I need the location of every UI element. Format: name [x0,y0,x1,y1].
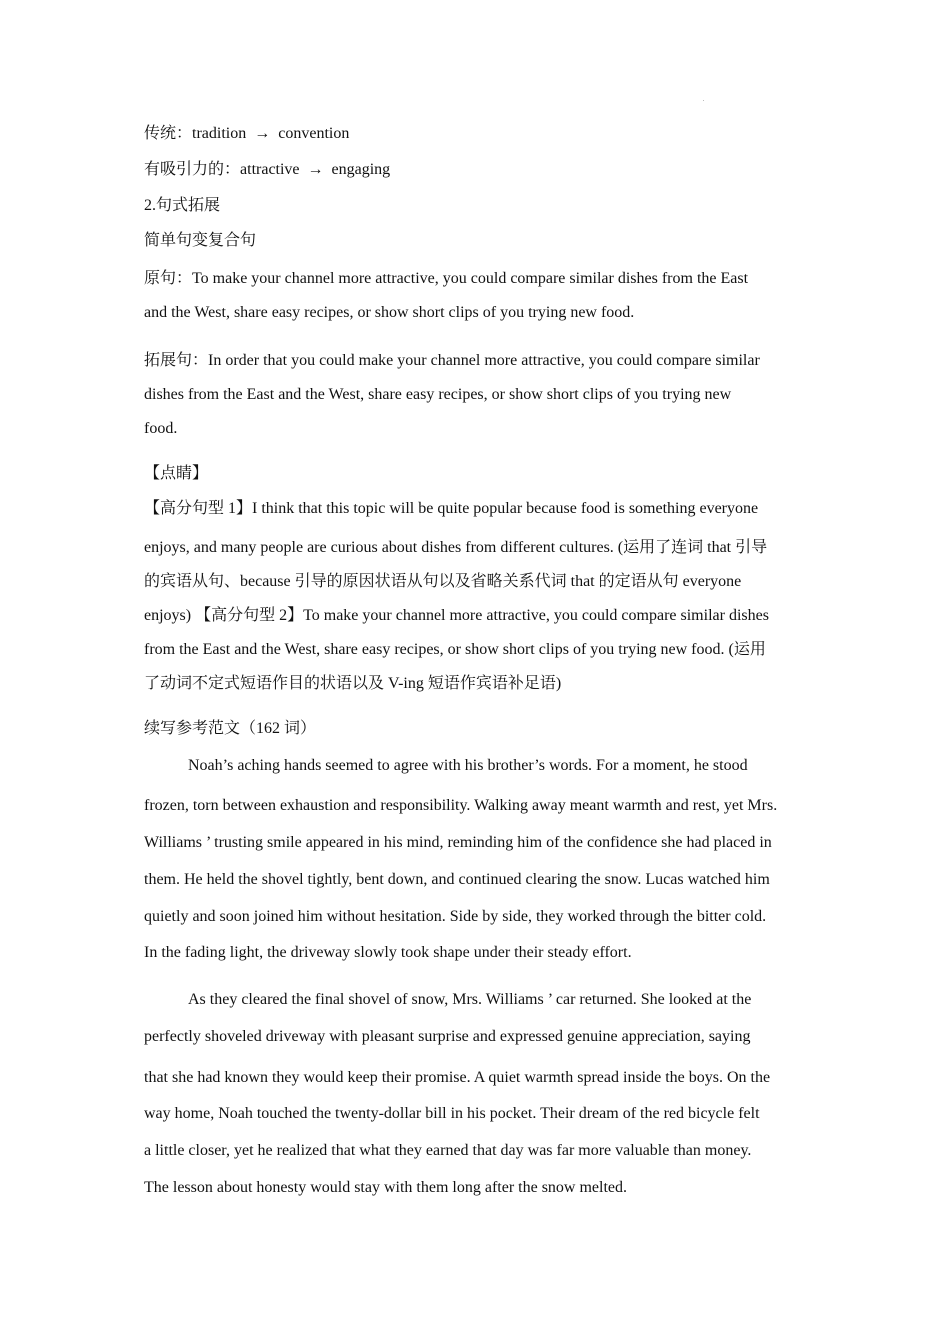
section-heading: 2.句式拓展 [144,197,221,214]
essay-para1-line: In the fading light, the driveway slowly took shape under their steady effort. [144,944,632,961]
essay-para1-line: Williams ’ trusting smile appeared in his mind, reminding him of the confidence she had placed in [144,834,772,851]
expanded-sentence-line: food. [144,420,178,437]
essay-para2-line: that she had known they would keep their promise. A quiet warmth spread inside the boys. On the [144,1069,771,1086]
essay-para1-line: them. He held the shovel tightly, bent down, and continued clearing the snow. Lucas watched him [144,871,770,888]
section-subheading: 简单句变复合句 [144,232,257,249]
essay-para2-line: way home, Noah touched the twenty-dollar bill in his pocket. Their dream of the red bicycle felt [144,1105,760,1122]
essay-para1-line: Noah’s aching hands seemed to agree with his brother’s words. For a moment, he stood [188,757,748,774]
arrow-icon: → [254,125,271,142]
vocab-row-attractive [144,160,390,180]
highlight-line: enjoys) 【高分句型 2】To make your channel more attractive, you could compare similar dishes [144,607,769,624]
expanded-sentence-line: dishes from the East and the West, share easy recipes, or show short clips of you trying new [144,386,732,403]
highlight-heading: 【点睛】 [144,465,209,482]
essay-para2-line: perfectly shoveled driveway with pleasant surprise and expressed genuine appreciation, saying [144,1028,751,1045]
expanded-sentence-line: 拓展句：In order that you could make your channel more attractive, you could compare similar [144,352,760,369]
essay-para1-line: frozen, torn between exhaustion and responsibility. Walking away meant warmth and rest, yet Mrs. [144,797,778,814]
highlight-line: 了动词不定式短语作目的状语以及 V-ing 短语作宾语补足语) [144,675,562,692]
vocab-label: 有吸引力的： [144,161,241,178]
vocab-from: tradition [192,125,247,142]
essay-heading: 续写参考范文（162 词） [144,720,317,737]
essay-para1-line: quietly and soon joined him without hesitation. Side by side, they worked through the bitter cold. [144,908,767,925]
highlight-line: enjoys, and many people are curious about dishes from different cultures. (运用了连词 that 引导 [144,539,768,556]
essay-para2-line: The lesson about honesty would stay with them long after the snow melted. [144,1179,628,1196]
vocab-to: convention [278,125,350,142]
vocab-from: attractive [240,161,300,178]
original-sentence-line: and the West, share easy recipes, or show short clips of you trying new food. [144,304,635,321]
vocab-label: 传统： [144,125,193,142]
page-speck [703,100,704,101]
vocab-row-tradition [144,124,349,144]
highlight-line: from the East and the West, share easy recipes, or show short clips of you trying new food. (运用 [144,641,766,658]
essay-para2-line: As they cleared the final shovel of snow, Mrs. Williams ’ car returned. She looked at the [188,991,752,1008]
highlight-line: 的宾语从句、because 引导的原因状语从句以及省略关系代词 that 的定语从句 everyone [144,573,742,590]
vocab-to: engaging [331,161,391,178]
original-sentence-line: 原句：To make your channel more attractive, you could compare similar dishes from the East [144,270,749,287]
arrow-icon: → [307,161,324,178]
essay-para2-line: a little closer, yet he realized that what they earned that day was far more valuable than money. [144,1142,752,1159]
highlight-line: 【高分句型 1】I think that this topic will be quite popular because food is something everyone [144,500,759,517]
